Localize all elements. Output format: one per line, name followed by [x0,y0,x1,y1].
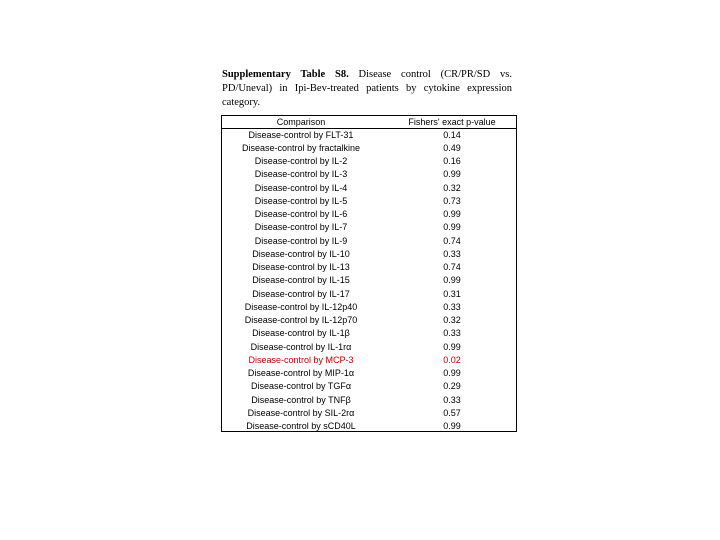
comparison-cell: Disease-control by sCD40L [246,421,356,431]
table-row [222,129,516,142]
pvalue-cell: 0.99 [443,341,461,352]
table-row [222,274,516,287]
pvalue-cell: 0.73 [443,195,461,206]
pvalue-cell: 0.74 [443,235,461,246]
pvalue-cell: 0.99 [443,169,461,180]
comparison-cell: Disease-control by IL-1rα [250,341,352,352]
comparison-cell: Disease-control by SIL-2rα [247,407,355,418]
pvalue-cell: 0.99 [443,275,461,286]
pvalue-cell: 0.02 [443,354,461,365]
comparison-cell: Disease-control by MCP-3 [248,354,354,365]
pvalue-cell: 0.31 [443,288,461,299]
header-pvalue: Fishers' exact p-value [408,117,496,127]
comparison-cell: Disease-control by IL-2 [254,156,348,166]
comparison-cell: Disease-control by IL-17 [252,288,350,299]
table-caption [222,68,512,110]
table-row [222,168,516,181]
pvalue-cell: 0.32 [443,182,461,193]
pvalue-cell: 0.99 [443,368,461,378]
comparison-cell: Disease-control by TNFβ [251,394,351,405]
table-row [222,367,516,380]
comparison-cell: Disease-control by IL-5 [254,195,348,206]
results-table [221,115,517,432]
table-row [222,420,516,433]
comparison-cell: Disease-control by IL-12p70 [244,315,358,325]
pvalue-cell: 0.29 [443,381,461,392]
table-row [222,261,516,274]
pvalue-cell: 0.33 [443,394,461,405]
comparison-cell: Disease-control by IL-10 [252,248,350,259]
table-row [222,155,516,168]
pvalue-cell: 0.57 [443,407,461,418]
caption-text: Disease control (CR/PR/SD vs. PD/Uneval) in Ipi-Bev-treated patients by cytokine expression category. [222,69,512,108]
table-row [222,354,516,367]
pvalue-cell: 0.33 [443,301,461,312]
table-row [222,380,516,393]
table-row [222,288,516,301]
pvalue-cell: 0.99 [443,209,461,219]
pvalue-cell: 0.99 [443,222,461,233]
pvalue-cell: 0.99 [443,421,461,431]
table-row [222,142,516,155]
comparison-cell: Disease-control by MIP-1α [247,368,355,378]
table-row [222,341,516,354]
table-row [222,235,516,248]
table-row [222,327,516,340]
table-row [222,208,516,221]
table-row [222,248,516,261]
comparison-cell: Disease-control by FLT-31 [248,129,354,140]
comparison-cell: Disease-control by IL-15 [252,275,350,286]
comparison-cell: Disease-control by IL-9 [254,235,348,246]
table-row [222,314,516,327]
table-row [222,195,516,208]
pvalue-cell: 0.16 [443,156,461,166]
comparison-cell: Disease-control by IL-12p40 [244,301,358,312]
table-header-row [222,116,516,129]
table-row [222,407,516,420]
pvalue-cell: 0.74 [443,262,461,272]
comparison-cell: Disease-control by fractalkine [241,142,361,153]
pvalue-cell: 0.32 [443,315,461,325]
pvalue-cell: 0.33 [443,328,461,339]
comparison-cell: Disease-control by IL-4 [254,182,348,193]
comparison-cell: Disease-control by IL-7 [254,222,348,233]
header-comparison: Comparison [276,117,326,127]
comparison-cell: Disease-control by IL-3 [254,169,348,180]
comparison-cell: Disease-control by IL-1β [252,328,350,339]
table-row [222,182,516,195]
pvalue-cell: 0.49 [443,142,461,153]
table-row [222,394,516,407]
table-row [222,221,516,234]
comparison-cell: Disease-control by IL-6 [254,209,348,219]
pvalue-cell: 0.33 [443,248,461,259]
comparison-cell: Disease-control by IL-13 [252,262,350,272]
table-row [222,301,516,314]
comparison-cell: Disease-control by TGFα [250,381,352,392]
caption-label: Supplementary Table S8. [222,69,349,80]
pvalue-cell: 0.14 [443,129,461,140]
